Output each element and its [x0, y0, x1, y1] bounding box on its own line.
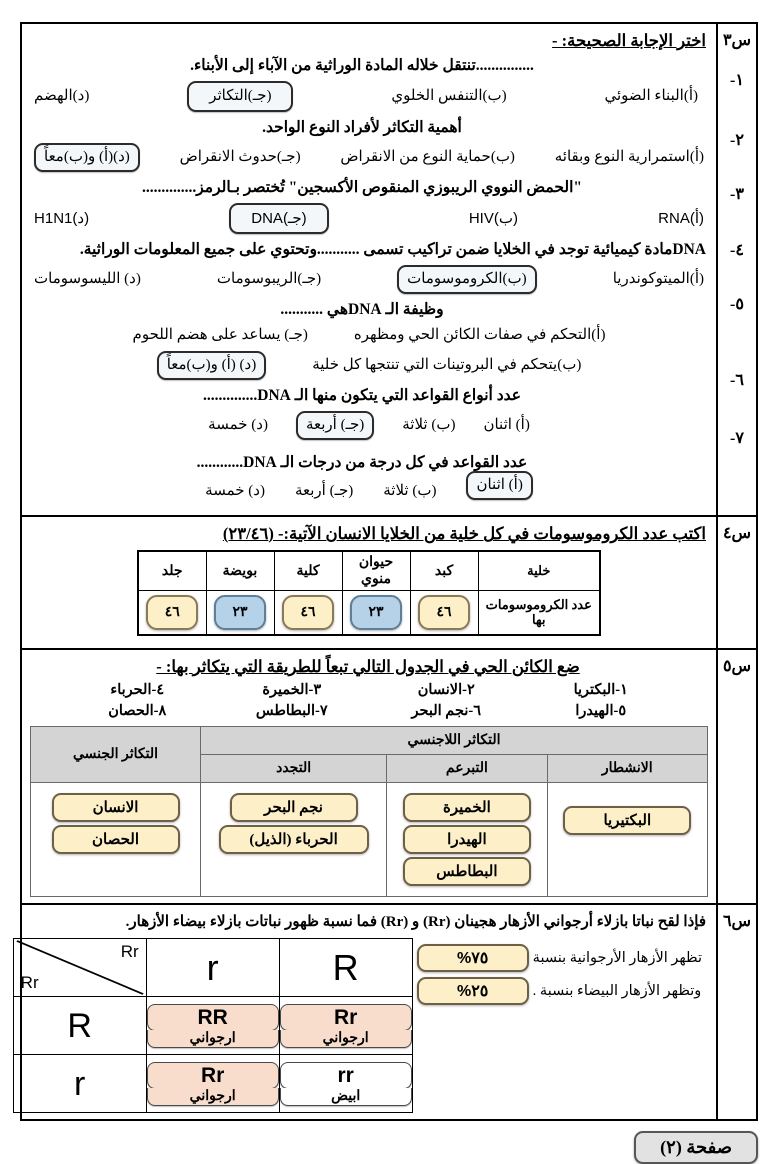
tag-potato: البطاطس	[403, 857, 531, 886]
punnett-square	[13, 938, 413, 1113]
item-7-stem: عدد القواعد في كل درجة من درجات الـ DNA............	[196, 453, 528, 471]
item-3-option-a[interactable]: (أ)RNA	[658, 209, 704, 227]
item-1-option-d[interactable]: (د)الهضم	[34, 87, 90, 104]
chromosome-chip-egg: ٢٣	[214, 595, 266, 630]
organism-8: ٨-الحصان	[108, 702, 167, 719]
value-cell-sperm[interactable]	[342, 591, 410, 635]
punnett-cell-2-2[interactable]	[146, 1055, 279, 1113]
organism-7: ٧-البطاطس	[255, 702, 328, 719]
question-4-number: س٤	[722, 525, 752, 543]
punnett-header-row	[13, 939, 412, 997]
subheader-budding: التبرعم	[387, 754, 547, 782]
question-6-title: فإذا لقح نباتا بازلاء أرجواني الأزهار هجينان (Rr) و (Rr) فما نسبة ظهور نباتات بازلاء بيضاء الأزهار.	[125, 913, 706, 930]
punnett-cell-1-1[interactable]	[279, 997, 412, 1055]
organism-6: ٦-نجم البحر	[411, 702, 481, 719]
question-5-block	[22, 650, 756, 905]
item-7-number: ٧-	[730, 430, 744, 447]
organism-2: ٢-الانسان	[417, 681, 475, 698]
tag-human: الانسان	[52, 793, 180, 822]
organism-list-row-1	[30, 679, 708, 700]
reproduction-table	[30, 726, 708, 897]
punnett-corner-top-label: Rr	[120, 942, 139, 962]
item-4-option-d[interactable]: (د) الليسوسومات	[34, 270, 141, 287]
punnett-row-r-upper	[13, 997, 412, 1055]
phenotype-white: ابيض	[280, 1088, 412, 1106]
item-5-option-b[interactable]: (ب)يتحكم في البروتينات التي تنتجها كل خلية	[312, 356, 582, 373]
question-6-number-column	[716, 905, 756, 1119]
punnett-cell-1-2[interactable]	[146, 997, 279, 1055]
organism-list-row-2	[30, 700, 708, 721]
item-5-number: ٥-	[730, 296, 744, 313]
question-4-body	[22, 517, 716, 648]
table-row-answers	[31, 782, 708, 896]
item-5-options-row-2	[30, 349, 708, 383]
item-2-option-d-selected[interactable]: (د)(أ) و(ب)معاً	[34, 143, 140, 172]
organism-1: ١-البكتريا	[573, 681, 628, 698]
value-cell-skin[interactable]	[138, 591, 206, 635]
item-1-options	[30, 79, 708, 115]
question-4-number-column	[716, 517, 756, 648]
item-4-option-a[interactable]: (أ)الميتوكوندريا	[612, 270, 704, 287]
punnett-top-allele-r-lower: R	[279, 939, 412, 997]
item-4-stem: DNAمادة كيميائية توجد في الخلايا ضمن تراكيب تسمى ...........وتحتوي على جميع المعلومات الوراثية.	[79, 240, 706, 258]
item-4-option-b-selected[interactable]: (ب)الكروموسومات	[397, 265, 536, 294]
column-header-skin: جلد	[138, 551, 206, 591]
value-cell-kidney[interactable]	[274, 591, 342, 635]
punnett-corner-bottom-label: Rr	[20, 973, 39, 993]
column-header-kidney: كلية	[274, 551, 342, 591]
chromosome-chip-skin: ٤٦	[146, 595, 198, 630]
question-6-number: س٦	[722, 912, 752, 930]
cell-sexual[interactable]	[31, 782, 201, 896]
answer-label-white: وتظهر الأزهار البيضاء بنسبة .	[532, 982, 702, 999]
tag-chameleon: الحرباء (الذيل)	[219, 825, 369, 854]
item-6-option-a[interactable]: (أ) اثنان	[483, 416, 530, 433]
item-6-options	[30, 409, 708, 443]
question-3-block	[22, 24, 756, 517]
question-4-block	[22, 517, 756, 650]
genotype-rr-2: Rr	[147, 1062, 279, 1089]
organism-3: ٣-الخميرة	[262, 681, 322, 698]
genotype-rr-lower: rr	[280, 1062, 412, 1089]
header-sexual: التكاثر الجنسي	[31, 726, 201, 782]
phenotype-purple-1: ارجواني	[280, 1030, 412, 1048]
punnett-cell-2-1[interactable]	[279, 1055, 412, 1113]
punnett-row	[20, 934, 708, 1113]
item-3-options	[30, 201, 708, 237]
chromosome-table-wrap	[30, 546, 708, 642]
exam-frame	[20, 22, 758, 1121]
chromosome-chip-liver: ٤٦	[418, 595, 470, 630]
organism-4: ٤-الحرباء	[110, 681, 165, 698]
column-header-sperm: حيوان منوي	[342, 551, 410, 591]
table-row-main-header	[31, 726, 708, 754]
header-asexual: التكاثر اللاجنسي	[201, 726, 708, 754]
row-label-chromosome-count: عدد الكروموسومات بها	[478, 591, 600, 635]
phenotype-purple-2: ارجواني	[147, 1030, 279, 1048]
item-2-options	[30, 141, 708, 175]
question-5-title: ضع الكائن الحي في الجدول التالي تبعاً للطريقة التي يتكاثر بها: -	[156, 656, 580, 676]
item-5-option-a[interactable]: (أ)التحكم في صفات الكائن الحي ومظهره	[353, 326, 606, 343]
item-5-option-c[interactable]: (جـ) يساعد على هضم اللحوم	[132, 326, 308, 343]
tag-yeast: الخميرة	[403, 793, 531, 822]
page-footer	[20, 1131, 758, 1164]
question-5-number-column	[716, 650, 756, 903]
cell-budding[interactable]	[387, 782, 547, 896]
punnett-row-r-lower	[13, 1055, 412, 1113]
item-1-option-c-selected[interactable]: (جـ)التكاثر	[187, 81, 293, 112]
answer-value-white[interactable]: ٢٥%	[417, 977, 529, 1005]
item-3-option-b[interactable]: (ب)HIV	[468, 209, 518, 227]
item-2-option-b[interactable]: (ب)حماية النوع من الانقراض	[340, 148, 515, 165]
column-header-liver: كبد	[410, 551, 478, 591]
item-3-stem: "الحمض النووي الريبوزي المنقوص الأكسجين" تُختصر بـالرمز..............	[141, 178, 582, 196]
item-5-option-d-selected[interactable]: (د) (أ) و(ب)معاً	[157, 351, 267, 380]
item-7-options	[30, 475, 708, 509]
answer-label-purple: تظهر الأزهار الأرجوانية بنسبة	[532, 949, 702, 966]
punnett-top-allele-r-upper: r	[146, 939, 279, 997]
cell-regeneration[interactable]	[201, 782, 387, 896]
column-header-egg: بويضة	[206, 551, 274, 591]
item-2-stem: أهمية التكاثر لأفراد النوع الواحد.	[262, 118, 462, 136]
cell-header-label: خلية	[478, 551, 600, 591]
tag-hydra: الهيدرا	[403, 825, 531, 854]
answer-line-white	[417, 977, 702, 1005]
item-7-option-a-selected[interactable]: (أ) اثنان	[466, 471, 532, 500]
item-3-option-d[interactable]: (د)H1N1	[34, 209, 90, 227]
chromosome-chip-kidney: ٤٦	[282, 595, 334, 630]
item-1-option-b[interactable]: (ب)التنفس الخلوي	[391, 87, 507, 104]
phenotype-purple-3: ارجواني	[147, 1088, 279, 1106]
subheader-regeneration: التجدد	[201, 754, 387, 782]
genotype-RR: RR	[147, 1004, 279, 1031]
item-4-options	[30, 263, 708, 297]
chromosome-chip-sperm: ٢٣	[350, 595, 402, 630]
question-3-body	[22, 24, 716, 515]
item-6-option-d[interactable]: (د) خمسة	[208, 416, 268, 433]
question-3-number-column	[716, 24, 756, 515]
item-7-option-c[interactable]: (جـ) أربعة	[294, 483, 354, 500]
item-1-option-a[interactable]: (أ)البناء الضوئي	[604, 87, 698, 104]
value-cell-liver[interactable]	[410, 591, 478, 635]
subheader-fission: الانشطار	[547, 754, 707, 782]
item-7-option-d[interactable]: (د) خمسة	[205, 483, 265, 500]
question-3-number: س٣	[722, 32, 752, 49]
genotype-rr-1: Rr	[280, 1004, 412, 1031]
page-number-badge: صفحة (٢)	[634, 1131, 758, 1164]
item-6-option-b[interactable]: (ب) ثلاثة	[402, 416, 456, 433]
question-6-body	[22, 905, 716, 1119]
item-6-stem: عدد أنواع القواعد التي يتكون منها الـ DNA..............	[203, 386, 521, 404]
item-2-option-c[interactable]: (جـ)حدوث الانقراض	[179, 148, 301, 165]
question-4-title: اكتب عدد الكروموسومات في كل خلية من الخلايا الانسان الآتية:- (٢٣/٤٦)	[222, 524, 706, 544]
tag-bacteria: البكتيريا	[563, 806, 691, 835]
punnett-corner-cell	[13, 939, 146, 997]
item-2-option-a[interactable]: (أ)استمرارية النوع وبقائه	[554, 148, 704, 165]
punnett-side-allele-r-upper: R	[13, 997, 146, 1055]
item-1-stem: ...............تنتقل خلاله المادة الوراثية من الآباء إلى الأبناء.	[190, 57, 534, 74]
item-3-option-c-selected[interactable]: (جـ)DNA	[229, 203, 328, 234]
organism-5: ٥-الهيدرا	[575, 702, 627, 719]
question-5-number: س٥	[722, 657, 752, 675]
item-6-number: ٦-	[730, 372, 744, 389]
item-5-options-row-1	[30, 323, 708, 349]
item-3-number: ٣-	[730, 186, 744, 203]
table-row-header	[138, 551, 600, 591]
item-4-option-c[interactable]: (جـ)الريبوسومات	[216, 270, 322, 287]
tag-horse: الحصان	[52, 825, 180, 854]
answer-percentages	[413, 938, 708, 1010]
item-5-stem: وظيفة الـ DNAهي ...........	[280, 300, 444, 318]
item-7-option-b[interactable]: (ب) ثلاثة	[383, 483, 437, 500]
item-1-number: ١-	[730, 72, 744, 89]
tag-starfish: نجم البحر	[230, 793, 358, 822]
item-2-number: ٢-	[730, 132, 744, 149]
question-6-block	[22, 905, 756, 1119]
answer-line-purple	[417, 944, 702, 972]
value-cell-egg[interactable]	[206, 591, 274, 635]
cell-fission[interactable]	[547, 782, 707, 896]
item-4-number: ٤-	[730, 242, 744, 259]
chromosome-table	[137, 550, 601, 636]
question-5-body	[22, 650, 716, 903]
punnett-side-allele-r-lower: r	[13, 1055, 146, 1113]
answer-value-purple[interactable]: ٧٥%	[417, 944, 529, 972]
table-row-values	[138, 591, 600, 635]
question-3-title: اختر الإجابة الصحيحة: -	[552, 31, 706, 50]
item-6-option-c-selected[interactable]: (جـ) أربعة	[296, 411, 374, 440]
